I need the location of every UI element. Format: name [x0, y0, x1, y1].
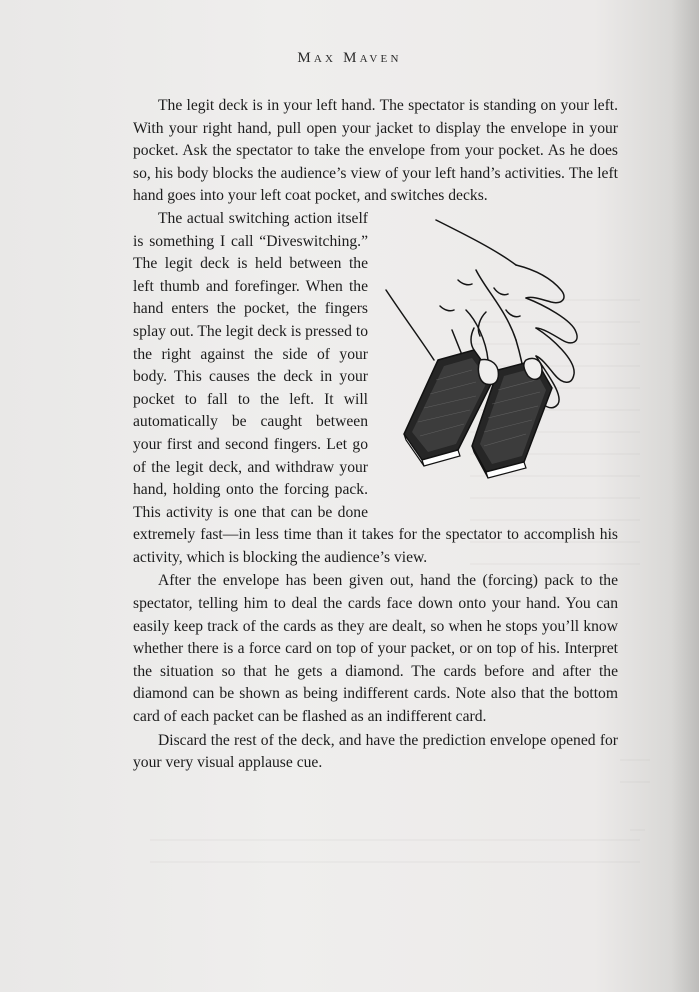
body-text [133, 95, 618, 775]
hand-illustration [376, 210, 626, 510]
hand-holding-two-decks-icon [376, 210, 626, 510]
paragraph: The legit deck is in your left hand. The spectator is standing on your left. With your right hand, pull open your jacket to display the envelope in your pocket. Ask the spectator to take the envelope from your pocket. As he does so, his body blocks the audience’s view of your left hand’s activities. The left hand goes into your left coat pocket, and switches decks. [133, 97, 618, 205]
paragraph: The actual switching action itself is something I call “Diveswitching.” The legit deck is held between the left thumb and forefinger. When the hand enters the pocket, the fingers splay out. The legit deck is pressed to the right against the side of your body. This causes the deck in your pocket to fall to the left. It will automatically be caught between your first and second fingers. Let go of the legit deck, and withdraw your hand, holding onto the forcing pack. This activity is one that can be done extremely fast—in less time than it takes for the spectator to accomplish his activity, which is blocking the audience’s view. [133, 209, 618, 566]
paragraph: Discard the rest of the deck, and have the prediction envelope opened for your very visual applause cue. [133, 731, 618, 772]
running-head: Max Maven [297, 50, 402, 66]
paragraph: After the envelope has been given out, hand the (forcing) pack to the spectator, telling him to deal the cards face down onto your hand. You can easily keep track of the cards as they are dealt, so when he stops you’ll know whether there is a force card on top of your packet, or on top of his. Interpret the situation so that he gets a diamond. The cards before and after the diamond can be shown as being indifferent cards. Note also that the bottom card of each packet can be flashed as an indifferent card. [133, 572, 618, 726]
